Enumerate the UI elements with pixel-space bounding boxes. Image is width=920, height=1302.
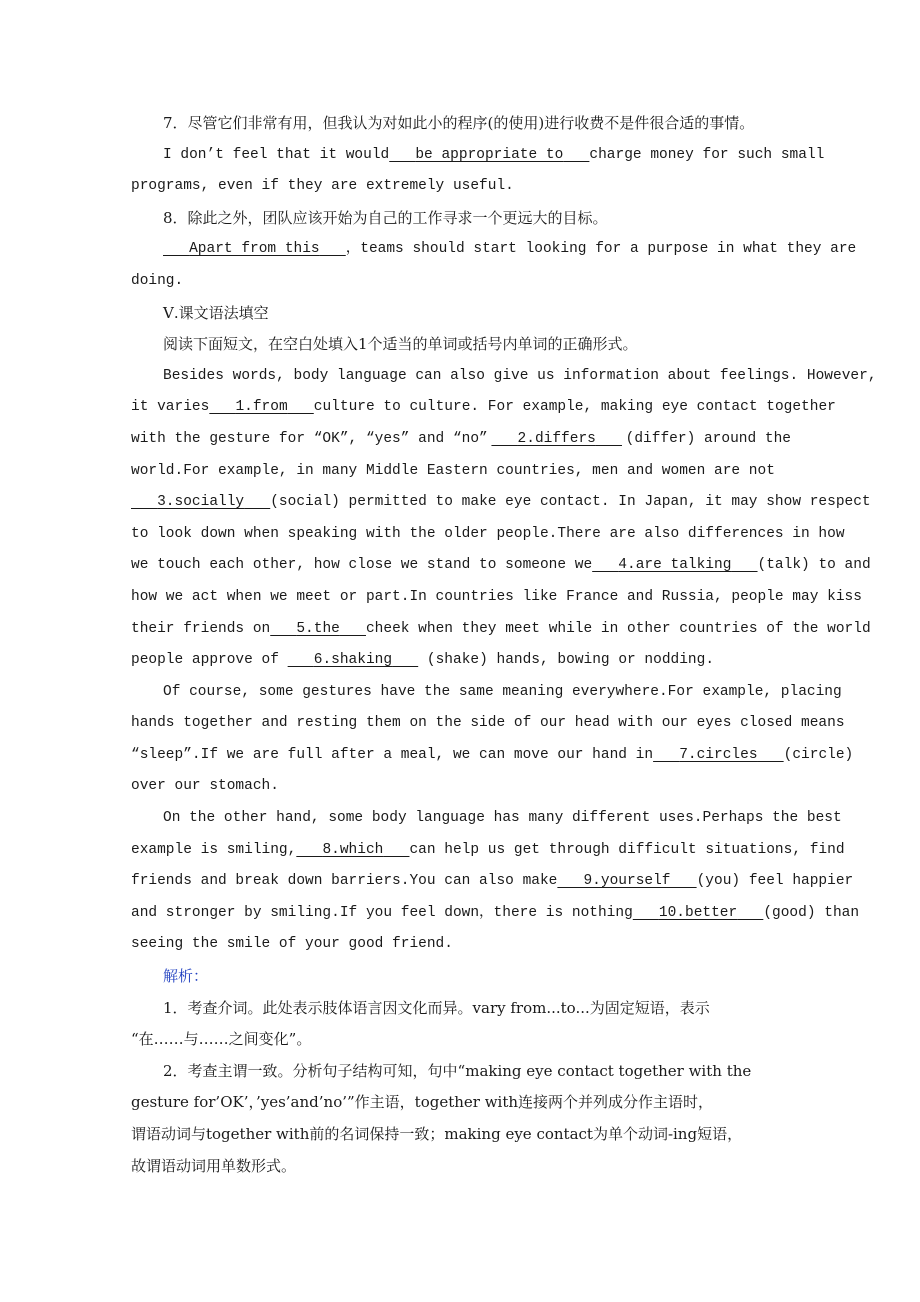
passage-line: Besides words, body language can also give us information about feelings. However, (163, 367, 877, 384)
passage-line: with the gesture for “OK”, “yes” and “no” 2.differs (differ) around the (131, 424, 791, 456)
passage-line: “sleep”.If we are full after a meal, we can move our hand in 7.circles (circle) (131, 740, 791, 772)
q8-answer-blank: Apart from this (189, 241, 320, 258)
blank-10: 10.better (658, 904, 738, 921)
q8-chinese: 8．除此之外，团队应该开始为自己的工作寻求一个更远大的目标。 (163, 208, 608, 227)
analysis-1-line2: “在……与……之间变化”。 (131, 1030, 312, 1049)
blank-8: 8.which (322, 841, 384, 858)
q7-chinese: 7．尽管它们非常有用，但我认为对如此小的程序(的使用)进行收费不是件很合适的事情。 (163, 114, 755, 132)
passage-line: On the other hand, some body language has many different uses.Perhaps the best (163, 810, 842, 827)
passage-line: example is smiling, 8.which can help us get through difficult situations, find (131, 835, 791, 867)
q7-text-after: charge money for such small (589, 146, 825, 163)
passage-line: world.For example, in many Middle Eastern countries, men and women are not (131, 462, 775, 479)
passage-line: over our stomach. (131, 778, 279, 795)
passage-line: their friends on 5.the cheek when they meet while in other countries of the world (131, 614, 791, 646)
passage-line: seeing the smile of your good friend. (131, 936, 453, 953)
passage-line: Of course, some gestures have the same meaning everywhere.For example, placing (163, 683, 842, 700)
document-page (131, 108, 877, 1182)
passage-line: how we act when we meet or part.In countries like France and Russia, people may kiss (131, 588, 862, 605)
analysis-2-line4: 故谓语动词用单数形式。 (131, 1156, 297, 1175)
q7-english-line2: programs, even if they are extremely useful. (131, 178, 514, 195)
passage-line: friends and break down barriers.You can also make 9.yourself (you) feel happier (131, 866, 791, 898)
blank-4: 4.are talking (618, 557, 732, 574)
q7-answer-blank: be appropriate to (415, 146, 564, 163)
blank-9: 9.yourself (583, 873, 671, 890)
analysis-1-line1: 1．考查介词。此处表示肢体语言因文化而异。vary from...to...为固定短语，表示 (163, 998, 710, 1017)
q8-text-after: ，teams should start looking for a purpose in what they are (345, 241, 857, 258)
passage-line: people approve of 6.shaking (shake) hands, bowing or nodding. (131, 652, 715, 669)
blank-6: 6.shaking (313, 652, 393, 669)
passage-line: hands together and resting them on the side of our head with our eyes closed means (131, 715, 845, 732)
passage-line: 3.socially (social) permitted to make eye contact. In Japan, it may show respect (131, 487, 791, 519)
passage-line: it varies 1.from culture to culture. For example, making eye contact together (131, 392, 791, 424)
analysis-2-line2: gesture for’OK’，’yes’and’no’”作主语，together with连接两个并列成分作主语时， (131, 1093, 714, 1112)
blank-1: 1.from (235, 399, 288, 416)
q8-english-line1 (131, 234, 857, 266)
blank-2: 2.differs (517, 430, 596, 447)
blank-3: 3.socially (157, 494, 245, 511)
section-instruction: 阅读下面短文，在空白处填入1个适当的单词或括号内单词的正确形式。 (163, 335, 638, 354)
passage-line: and stronger by smiling.If you feel down，there is nothing 10.better (good) than (131, 898, 791, 930)
analysis-2-line1: 2．考查主谓一致。分析句子结构可知，句中“making eye contact together with the (163, 1061, 752, 1080)
analysis-2-line3: 谓语动词与together with前的名词保持一致；making eye contact为单个动词-ing短语， (131, 1125, 743, 1143)
q7-text-before: I don’t feel that it would (163, 146, 390, 163)
blank-5: 5.the (296, 620, 340, 637)
section-title: Ⅴ.课文语法填空 (163, 303, 269, 322)
analysis-label: 解析： (163, 967, 209, 986)
passage-line: to look down when speaking with the older people.There are also differences in how (131, 525, 845, 542)
passage-line: we touch each other, how close we stand to someone we 4.are talking (talk) to and (131, 550, 791, 582)
q7-english-line1 (131, 140, 825, 172)
q8-english-line2: doing. (131, 272, 184, 289)
blank-7: 7.circles (679, 746, 758, 763)
